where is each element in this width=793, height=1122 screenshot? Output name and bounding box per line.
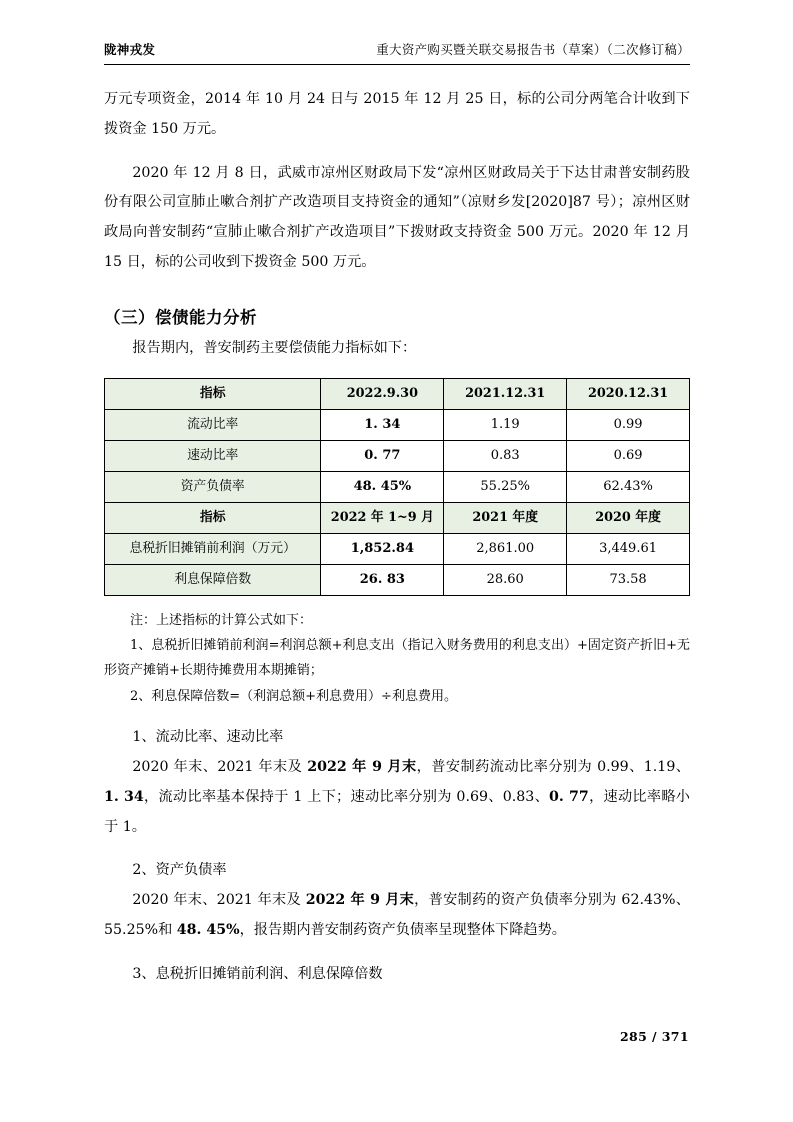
section-heading-solvency: （三）偿债能力分析 bbox=[104, 307, 257, 327]
table-cell: 62.43% bbox=[567, 471, 690, 502]
table-cell: 0.69 bbox=[567, 440, 690, 471]
table-row bbox=[105, 471, 690, 502]
table-row-label: 速动比率 bbox=[105, 440, 321, 471]
table-cell: 3,449.61 bbox=[567, 533, 690, 564]
text-segment: ，报告期内普安制药资产负债率呈现整体下降趋势。 bbox=[239, 921, 566, 938]
table-cell: 1.19 bbox=[444, 409, 567, 440]
table-cell: 73.58 bbox=[567, 564, 690, 595]
table-row-label: 流动比率 bbox=[105, 409, 321, 440]
text-segment: 2020 年末、2021 年末及 bbox=[132, 892, 306, 909]
text-segment: ，普安制药流动比率分别为 0.99、1.19、 bbox=[416, 758, 690, 775]
table-cell: 2,861.00 bbox=[444, 533, 567, 564]
table-cell: 0. 77 bbox=[321, 440, 444, 471]
text-emphasis: 2022 年 9 月末 bbox=[307, 758, 417, 775]
table-cell: 48. 45% bbox=[321, 471, 444, 502]
paragraph-funding-notice: 2020 年 12 月 8 日，武威市凉州区财政局下发“凉州区财政局关于下达甘肃普安制药股份有限公司宣肺止嗽合剂扩产改造项目支持资金的通知”（凉财乡发[2020]87 号）；凉州区财政局向普安制药“宣肺止嗽合剂扩产改造项目”下拨财政支持资金 500 万元。2020 年 12 月 15 日，标的公司收到下拨资金 500 万元。 bbox=[104, 164, 690, 271]
note-formula-ebitda: 1、息税折旧摊销前利润=利润总额+利息支出（指记入财务费用的利息支出）+固定资产折旧+无形资产摊销+长期待摊费用本期摊销； bbox=[104, 638, 690, 679]
text-segment: ，速动比率略小于 1。 bbox=[104, 788, 690, 835]
header-company-name: 陇神戎发 bbox=[104, 42, 156, 57]
text-segment: ，普安制药的资产负债率分别为 62.43%、55.25%和 bbox=[104, 892, 690, 938]
note-formula-interest-coverage: 2、利息保障倍数=（利润总额+利息费用）÷利息费用。 bbox=[130, 688, 457, 704]
page-content bbox=[104, 40, 690, 990]
text-segment: 2020 年末、2021 年末及 bbox=[132, 758, 308, 775]
paragraph-table-intro: 报告期内，普安制药主要偿债能力指标如下： bbox=[132, 339, 417, 356]
table-row-label: 资产负债率 bbox=[105, 471, 321, 502]
table-row-label: 息税折旧摊销前利润（万元） bbox=[105, 533, 321, 564]
analysis-paragraph-ratio bbox=[104, 753, 690, 842]
text-emphasis: 0. 77 bbox=[549, 788, 589, 805]
table-row bbox=[105, 378, 690, 409]
table-header-cell: 2022 年 1~9 月 bbox=[321, 502, 444, 533]
table-row bbox=[105, 409, 690, 440]
text-emphasis: 48. 45% bbox=[176, 921, 240, 938]
table-row bbox=[105, 533, 690, 564]
table-header-cell: 2020 年度 bbox=[567, 502, 690, 533]
text-emphasis: 2022 年 9 月末 bbox=[305, 892, 415, 909]
note-intro: 注：上述指标的计算公式如下： bbox=[130, 612, 313, 628]
table-row bbox=[105, 502, 690, 533]
table-cell: 28.60 bbox=[444, 564, 567, 595]
table-cell: 0.83 bbox=[444, 440, 567, 471]
text-segment: ，流动比率基本保持于 1 上下；速动比率分别为 0.69、0.83、 bbox=[143, 788, 550, 805]
analysis-heading-ratio: 1、流动比率、速动比率 bbox=[132, 729, 284, 746]
header-document-title: 重大资产购买暨关联交易报告书（草案）（二次修订稿） bbox=[376, 42, 690, 57]
table-header-cell: 指标 bbox=[105, 378, 321, 409]
table-cell: 1. 34 bbox=[321, 409, 444, 440]
analysis-heading-ebitda: 3、息税折旧摊销前利润、利息保障倍数 bbox=[132, 965, 383, 982]
table-row bbox=[105, 440, 690, 471]
text-emphasis: 1. 34 bbox=[104, 788, 144, 805]
page-number: 285 / 371 bbox=[619, 1029, 689, 1044]
table-cell: 26. 83 bbox=[321, 564, 444, 595]
table-cell: 0.99 bbox=[567, 409, 690, 440]
table-cell: 55.25% bbox=[444, 471, 567, 502]
analysis-heading-debt-ratio: 2、资产负债率 bbox=[132, 862, 227, 879]
solvency-indicator-table bbox=[104, 378, 690, 596]
table-notes bbox=[104, 608, 690, 709]
paragraph-continuation: 万元专项资金，2014 年 10 月 24 日与 2015 年 12 月 25 日，标的公司分两笔合计收到下拨资金 150 万元。 bbox=[104, 91, 690, 137]
table-row bbox=[105, 564, 690, 595]
table-row-label: 利息保障倍数 bbox=[105, 564, 321, 595]
table-header-cell: 2020.12.31 bbox=[567, 378, 690, 409]
table-header-cell: 指标 bbox=[105, 502, 321, 533]
table-header-cell: 2022.9.30 bbox=[321, 378, 444, 409]
table-header-cell: 2021 年度 bbox=[444, 502, 567, 533]
table-cell: 1,852.84 bbox=[321, 533, 444, 564]
analysis-paragraph-debt-ratio bbox=[104, 886, 690, 946]
table-header-cell: 2021.12.31 bbox=[444, 378, 567, 409]
page-header bbox=[104, 40, 690, 65]
